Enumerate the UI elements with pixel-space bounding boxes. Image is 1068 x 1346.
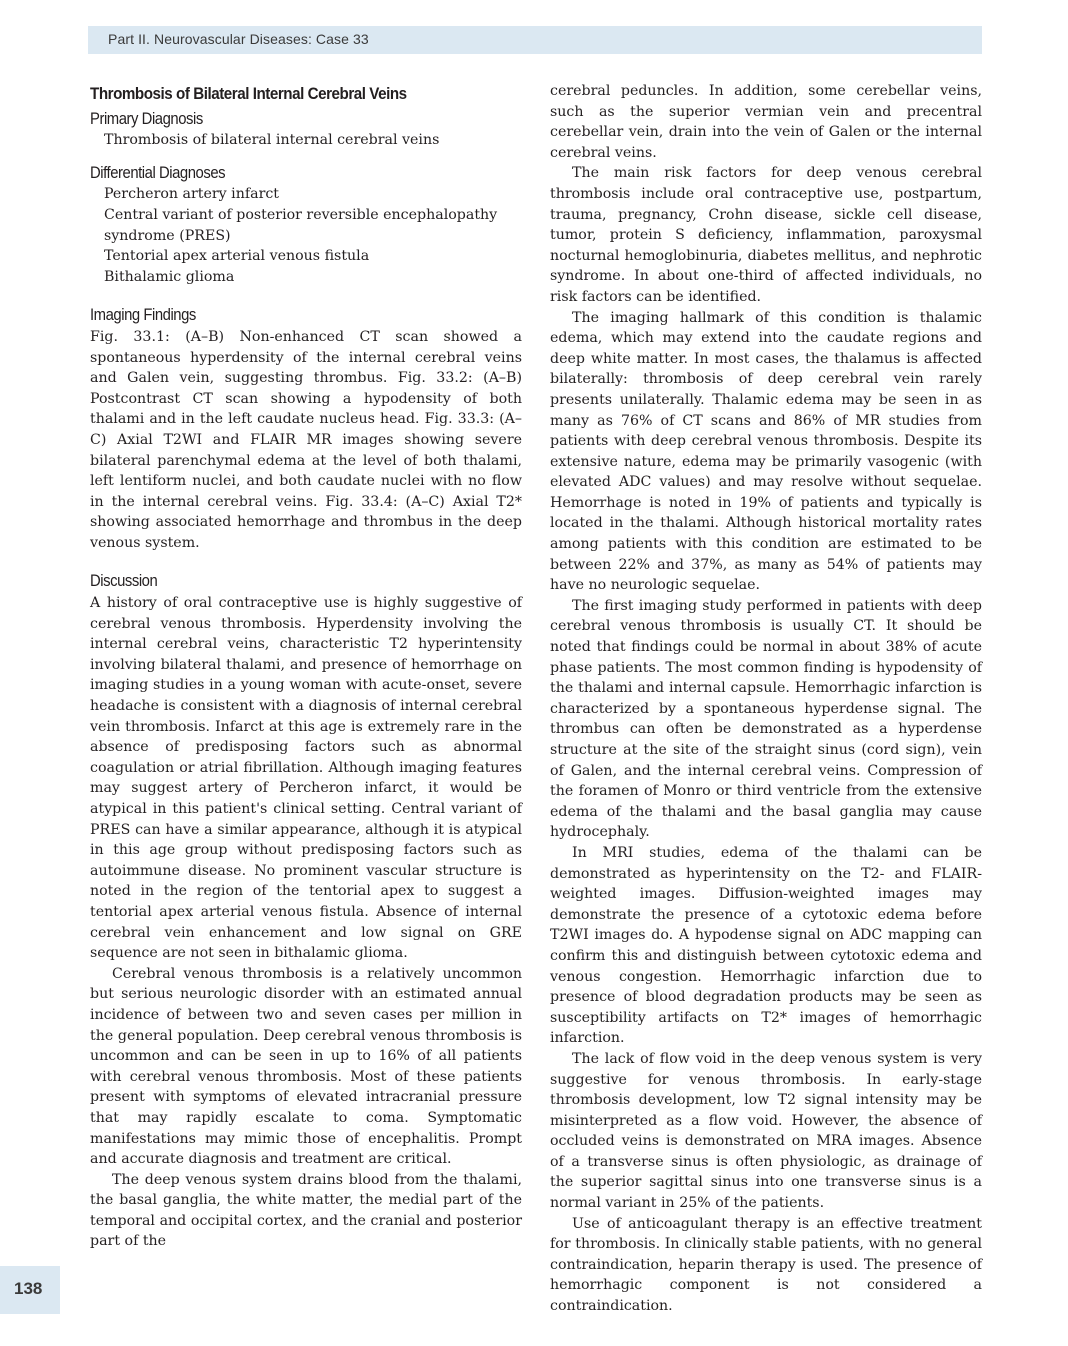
differential-item: Bithalamic glioma bbox=[104, 268, 235, 285]
body-paragraph: Use of anticoagulant therapy is an effective treatment for thrombosis. In clinically stable patients, with no general contraindication, heparin therapy is used. The presence of hemorrhagic component is not considered a contraindication. bbox=[550, 1215, 982, 1315]
page-number: 138 bbox=[14, 1279, 43, 1298]
discussion-paragraph: Cerebral venous thrombosis is a relatively uncommon but serious neurologic disorder with an estimated annual incidence of between two and seven cases per million in the general population. Deep cerebral venous thrombosis is uncommon and can be seen in up to 16% of all patients with cerebral venous thrombosis. Most of these patients present with symptoms of elevated intracranial pressure that may rapidly escalate to coma. Symptomatic manifestations may mimic those of encephalitis. Prompt and accurate diagnosis and treatment are critical. bbox=[90, 965, 522, 1168]
differential-item: Tentorial apex arterial venous fistula bbox=[104, 248, 370, 265]
case-title: Thrombosis of Bilateral Internal Cerebral Veins bbox=[90, 85, 407, 103]
primary-diagnosis-heading: Primary Diagnosis bbox=[90, 109, 203, 128]
body-paragraph: The imaging hallmark of this condition is thalamic edema, which may extend into the caudate regions and deep white matter. In most cases, the thalamus is affected bilaterally: thrombosis of deep cerebral vein rarely presents unilaterally. Thalamic edema may be seen in as many as 76% of CT scans and 86% of MR studies from patients with deep cerebral venous thrombosis. Despite its extensive nature, edema may be primarily vasogenic (with elevated ADC values) and may resolve without sequelae. Hemorrhage is noted in 19% of patients and typically is located in the thalami. Although historical mortality rates among patients with this condition are estimated to be between 22% and 37%, as many as 54% of patients may have no neurologic sequelae. bbox=[550, 309, 982, 594]
differential-item: Central variant of posterior reversible encephalopathy syndrome (PRES) bbox=[104, 206, 498, 244]
body-paragraph: The lack of flow void in the deep venous system is very suggestive for venous thrombosis. In early-stage thrombosis development, low T2 signal intensity may be misinterpreted as a flow void. However, the absence of occluded veins is demonstrated on MRA images. Absence of a transverse sinus is often physiologic, as drainage of the superior sagittal sinus into one transverse sinus is a normal variant in 25% of the patients. bbox=[550, 1050, 982, 1212]
body-paragraph: cerebral peduncles. In addition, some cerebellar veins, such as the superior vermian vein and precentral cerebellar vein, drain into the vein of Galen or the internal cerebral veins. bbox=[550, 83, 982, 161]
imaging-findings-heading: Imaging Findings bbox=[90, 306, 196, 325]
discussion-heading: Discussion bbox=[90, 572, 158, 591]
primary-diagnosis-item: Thrombosis of bilateral internal cerebral veins bbox=[104, 132, 440, 149]
body-paragraph: The first imaging study performed in patients with deep cerebral venous thrombosis is usually CT. It should be noted that findings could be normal in about 38% of acute phase patients. The most common finding is hypodensity of the thalami and internal capsule. Hemorrhagic infarction is characterized by a spontaneous hyperdense signal. The thrombus can often be demonstrated as a hyperdense structure at the site of the straight sinus (cord sign), vein of Galen, and the internal cerebral veins. Compression of the foramen of Monro or third ventricle from the extensive edema of the thalami and the basal ganglia may cause hydrocephaly. bbox=[550, 597, 982, 841]
left-column bbox=[90, 81, 522, 1252]
body-paragraph: The main risk factors for deep venous cerebral thrombosis include oral contraceptive use, postpartum, trauma, pregnancy, Crohn disease, sickle cell disease, tumor, protein S deficiency, inflammation, paroxysmal nocturnal hemoglobinuria, diabetes mellitus, and nephrotic syndrome. In about one-third of affected individuals, no risk factors can be identified. bbox=[550, 165, 982, 305]
discussion-paragraph: A history of oral contraceptive use is highly suggestive of cerebral venous thrombosis. Hyperdensity involving the internal cerebral veins, characteristic T2 hyperintensity involving bilateral thalami, and presence of hemorrhage on imaging studies in a young woman with acute-onset, severe headache is consistent with a diagnosis of internal cerebral vein thrombosis. Infarct at this age is extremely rare in the absence of predisposing factors such as abnormal coagulation or atrial fibrillation. Although imaging features may suggest artery of Percheron infarct, it would be atypical in this patient's clinical setting. Central variant of PRES can have a similar appearance, although it is atypical in this age group without predisposing factors such as autoimmune disease. No prominent vascular structure is noted in the region of the tentorial apex to suggest a tentorial apex arterial venous fistula. Absence of internal cerebral vein enhancement and low signal on GRE sequence are not seen in bithalamic glioma. bbox=[90, 595, 522, 962]
page-number-tab bbox=[0, 1266, 60, 1314]
discussion-paragraph: The deep venous system drains blood from the thalami, the basal ganglia, the white matter, the medial part of the temporal and occipital cortex, and the cranial and posterior part of the bbox=[90, 1171, 522, 1250]
right-column bbox=[550, 81, 982, 1317]
primary-diagnosis-list bbox=[90, 130, 522, 151]
running-header bbox=[88, 26, 982, 54]
differential-diagnoses-heading: Differential Diagnoses bbox=[90, 163, 226, 182]
differential-diagnoses-list bbox=[90, 184, 522, 287]
body-paragraph: In MRI studies, edema of the thalami can be demonstrated as hyperintensity on the T2- and FLAIR-weighted images. Diffusion-weighted images may demonstrate the presence of a cytotoxic edema before T2WI images do. A hypodense signal on ADC mapping can confirm this and distinguish between cytotoxic edema and venous congestion. Hemorrhagic infarction due to presence of blood degradation products may be seen as susceptibility artifacts on T2* images of hemorrhagic infarction. bbox=[550, 844, 982, 1047]
differential-item: Percheron artery infarct bbox=[104, 186, 279, 203]
running-title: Part II. Neurovascular Diseases: Case 33 bbox=[108, 31, 369, 47]
imaging-findings-text: Fig. 33.1: (A–B) Non-enhanced CT scan showed a spontaneous hyperdensity of the internal cerebral veins and Galen vein, suggesting thrombus. Fig. 33.2: (A–B) Postcontrast CT scan showing a hypodensity of both thalami and in the left caudate nucleus head. Fig. 33.3: (A–C) Axial T2WI and FLAIR MR images showing severe bilateral parenchymal edema at the level of both thalami, left lentiform nuclei, and both caudate nuclei with no flow in the internal cerebral veins. Fig. 33.4: (A–C) Axial T2* showing associated hemorrhage and thrombus in the deep venous system. bbox=[90, 328, 522, 551]
